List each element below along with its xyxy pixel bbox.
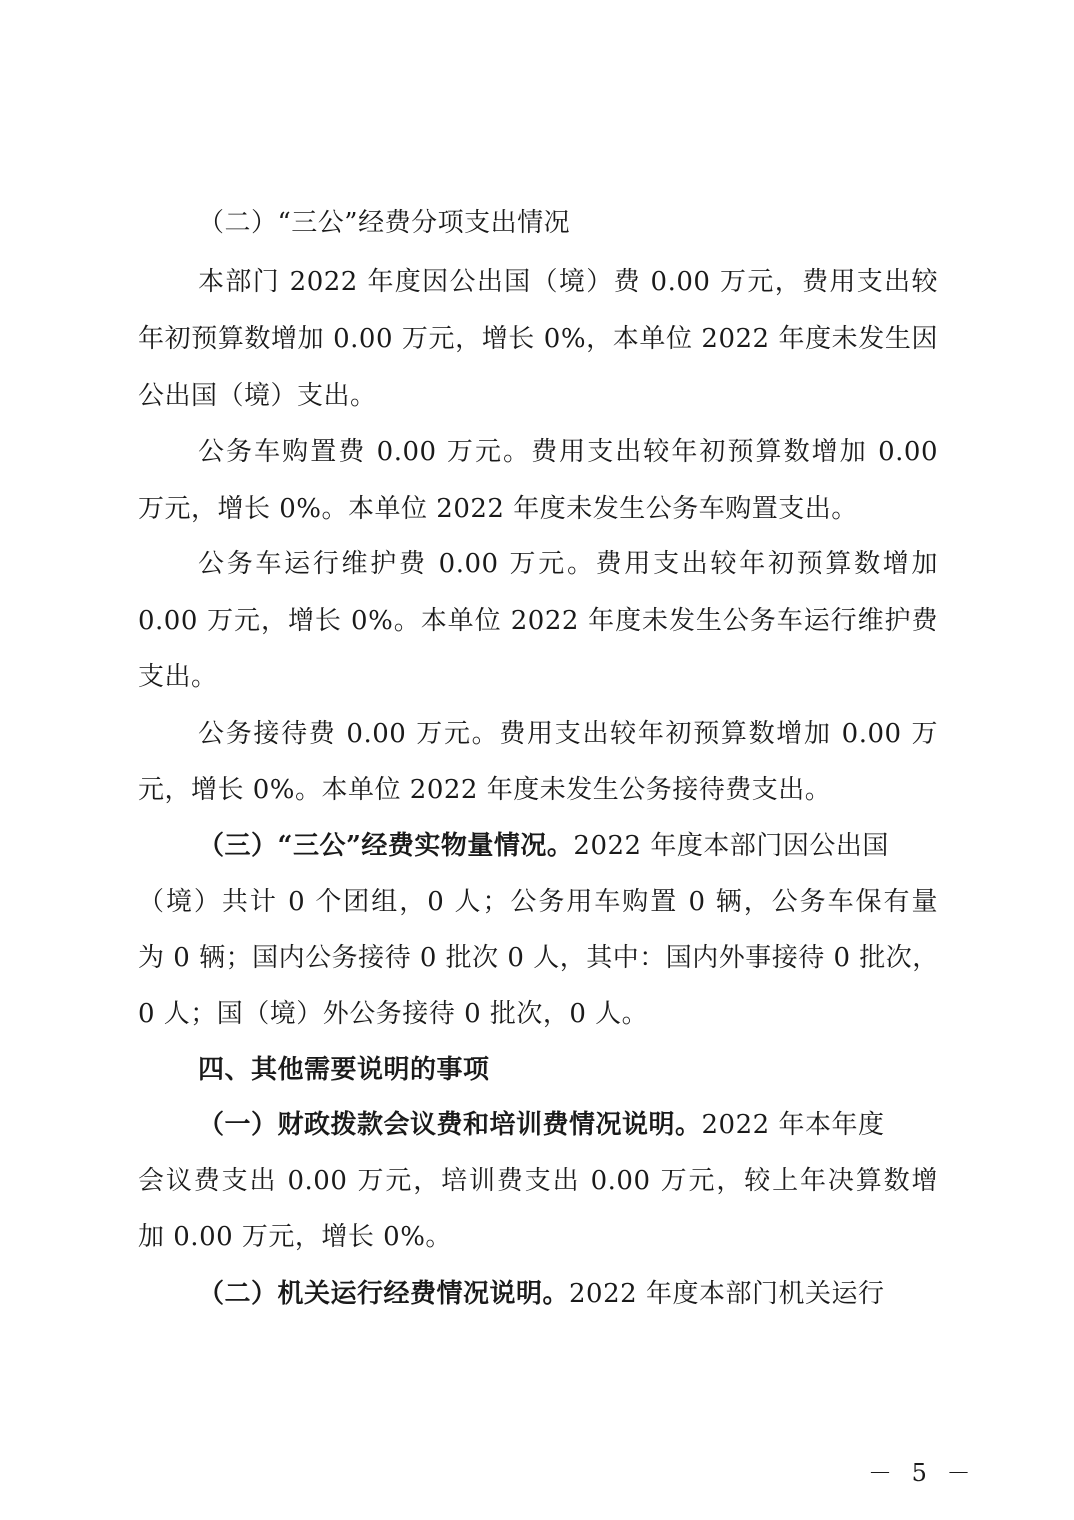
paragraph-text: 2022 年度本部门机关运行 (569, 1279, 885, 1309)
paragraph-line: 加 0.00 万元，增长 0%。 (138, 1222, 452, 1252)
paragraph-line: 0 人；国（境）外公务接待 0 批次，0 人。 (138, 999, 649, 1029)
section-heading-operating-expenses: （二）机关运行经费情况说明。 (198, 1279, 570, 1309)
paragraph-line: 本部门 2022 年度因公出国（境）费 0.00 万元，费用支出较 (198, 267, 938, 297)
paragraph-text: 2022 年本年度 (701, 1110, 885, 1140)
paragraph-line: 公务车购置费 0.00 万元。费用支出较年初预算数增加 0.00 (198, 437, 938, 467)
section-heading-three-public-items: （二）“三公”经费分项支出情况 (198, 208, 571, 238)
paragraph-line (198, 829, 938, 863)
paragraph-line: 0.00 万元，增长 0%。本单位 2022 年度未发生公务车运行维护费 (138, 606, 938, 636)
paragraph-line: 公务接待费 0.00 万元。费用支出较年初预算数增加 0.00 万 (198, 719, 938, 749)
paragraph-line: 会议费支出 0.00 万元，培训费支出 0.00 万元，较上年决算数增 (138, 1166, 938, 1196)
paragraph-line: 万元，增长 0%。本单位 2022 年度未发生公务车购置支出。 (138, 494, 858, 524)
section-heading-meeting-training: （一）财政拨款会议费和培训费情况说明。 (198, 1110, 702, 1140)
paragraph-line: （境）共计 0 个团组，0 人；公务用车购置 0 辆，公务车保有量 (138, 887, 938, 917)
paragraph-line: 年初预算数增加 0.00 万元，增长 0%，本单位 2022 年度未发生因 (138, 324, 938, 354)
paragraph-line: 为 0 辆；国内公务接待 0 批次 0 人，其中：国内外事接待 0 批次， (138, 943, 939, 973)
paragraph-line: 支出。 (138, 662, 218, 692)
paragraph-line: 公出国（境）支出。 (138, 381, 377, 411)
page-number: － 5 － (868, 1459, 977, 1487)
paragraph-line (198, 1277, 938, 1311)
paragraph-line (198, 1108, 938, 1142)
paragraph-line: 元，增长 0%。本单位 2022 年度未发生公务接待费支出。 (138, 775, 832, 805)
section-heading-other-matters: 四、其他需要说明的事项 (198, 1055, 490, 1085)
paragraph-line: 公务车运行维护费 0.00 万元。费用支出较年初预算数增加 (198, 549, 938, 579)
section-heading-physical-quantity: （三）“三公”经费实物量情况。 (198, 831, 574, 861)
paragraph-text: 2022 年度本部门因公出国 (573, 831, 889, 861)
